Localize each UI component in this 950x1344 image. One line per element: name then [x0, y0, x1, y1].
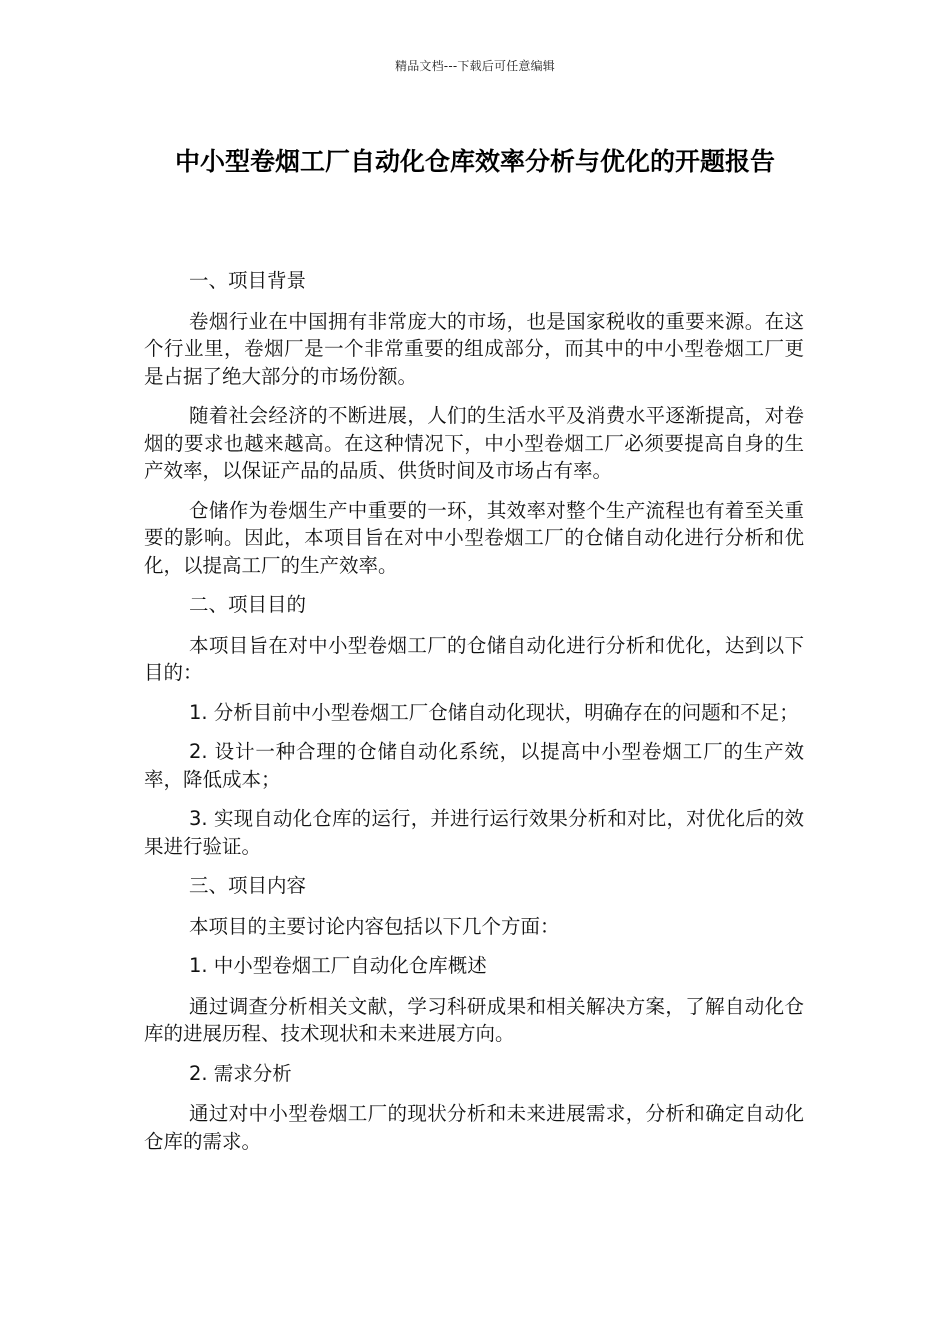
subsection-heading-overview: 1. 中小型卷烟工厂自动化仓库概述	[189, 954, 487, 977]
paragraph: 本项目旨在对中小型卷烟工厂的仓储自动化进行分析和优化，达到以下目的：	[144, 633, 804, 684]
paragraph: 通过对中小型卷烟工厂的现状分析和未来进展需求，分析和确定自动化仓库的需求。	[144, 1102, 804, 1153]
section-heading-background: 一、项目背景	[189, 269, 307, 292]
paragraph: 通过调查分析相关文献，学习科研成果和相关解决方案，了解自动化仓库的进展历程、技术现状和未来进展方向。	[144, 994, 804, 1045]
list-item: 1. 分析目前中小型卷烟工厂仓储自动化现状，明确存在的问题和不足；	[189, 700, 799, 724]
paragraph: 本项目的主要讨论内容包括以下几个方面：	[189, 914, 560, 938]
page-header-note: 精品文档---下载后可任意编辑	[395, 59, 555, 73]
paragraph: 随着社会经济的不断进展，人们的生活水平及消费水平逐渐提高，对卷烟的要求也越来越高。在这种情况下，中小型卷烟工厂必须要提高自身的生产效率，以保证产品的品质、供货时间及市场占有率。	[144, 404, 804, 482]
document-title: 中小型卷烟工厂自动化仓库效率分析与优化的开题报告	[174, 147, 775, 176]
subsection-heading-requirements: 2. 需求分析	[189, 1061, 292, 1085]
paragraph: 仓储作为卷烟生产中重要的一环，其效率对整个生产流程也有着至关重要的影响。因此，本项目旨在对中小型卷烟工厂的仓储自动化进行分析和优化，以提高工厂的生产效率。	[144, 498, 804, 577]
list-item: 2. 设计一种合理的仓储自动化系统，以提高中小型卷烟工厂的生产效率，降低成本；	[144, 740, 804, 791]
paragraph: 卷烟行业在中国拥有非常庞大的市场，也是国家税收的重要来源。在这个行业里，卷烟厂是一个非常重要的组成部分，而其中的中小型卷烟工厂更是占据了绝大部分的市场份额。	[144, 309, 804, 388]
list-item: 3. 实现自动化仓库的运行，并进行运行效果分析和对比，对优化后的效果进行验证。	[144, 807, 804, 858]
section-heading-content: 三、项目内容	[189, 874, 307, 897]
section-heading-purpose: 二、项目目的	[189, 593, 307, 616]
document-body	[144, 267, 804, 1167]
